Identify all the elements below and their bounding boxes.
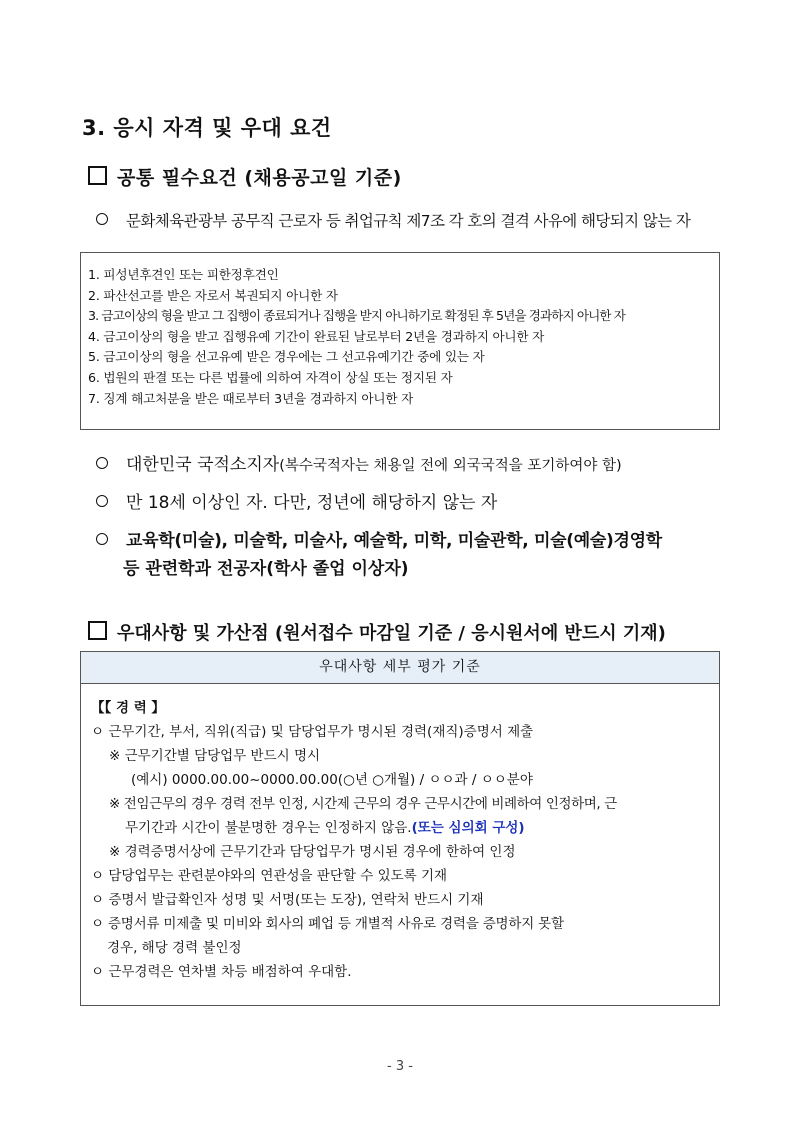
disqualification-item: 4. 금고이상의 형을 받고 집행유예 기간이 완료된 날로부터 2년을 경과하지 아니한 자 (88, 328, 545, 344)
nationality-main: 대한민국 국적소지자 (126, 455, 280, 475)
major-line-2: 등 관련학과 전공자(학사 졸업 이상자) (123, 559, 409, 579)
nationality-note: (복수국적자는 채용일 전에 외국국적을 포기하여야 함) (279, 458, 622, 474)
preference-heading (88, 619, 666, 645)
requirement-major (96, 526, 662, 551)
page-number: - 3 - (387, 1059, 413, 1074)
career-note-2-text: 무기간과 시간이 불분명한 경우는 인정하지 않음. (125, 820, 412, 836)
career-bullet-3: ㅇ 증명서 발급확인자 성명 및 서명(또는 도장), 연락처 반드시 기재 (91, 892, 484, 908)
career-bullet-1: ㅇ 근무기간, 부서, 직위(직급) 및 담당업무가 명시된 경력(재직)증명서 제출 (91, 724, 534, 740)
circle-bullet-icon (96, 533, 108, 545)
career-example: (예시) 0000.00.00~0000.00.00(○년 ○개월) / ㅇㅇ과 / ㅇㅇ분야 (131, 772, 533, 788)
disqualification-item: 7. 징계 해고처분을 받은 때로부터 3년을 경과하지 아니한 자 (88, 390, 414, 406)
requirement-nationality (96, 450, 622, 475)
career-note-2-highlight: (또는 심의회 구성) (411, 820, 525, 836)
career-bullet-4-line-2: 경우, 해당 경력 불인정 (107, 940, 242, 956)
common-requirements-heading (88, 163, 402, 190)
requirement-rules (96, 209, 690, 231)
disqualification-item: 5. 금고이상의 형을 선고유예 받은 경우에는 그 선고유예기간 중에 있는 자 (88, 349, 485, 365)
preference-table-body (81, 684, 719, 984)
preference-table-header: 우대사항 세부 평가 기준 (81, 652, 719, 684)
career-note-1: ※ 근무기간별 담당업무 반드시 명시 (109, 748, 321, 764)
checkbox-square-icon (88, 166, 107, 185)
circle-bullet-icon (96, 213, 108, 225)
preference-table (80, 651, 720, 1006)
career-label: 【【 경 력 】 (91, 700, 165, 716)
major-line-1: 교육학(미술), 미술학, 미술사, 예술학, 미학, 미술관학, 미술(예술)경영학 (126, 531, 662, 551)
career-bullet-2: ㅇ 담당업무는 관련분야와의 연관성을 판단할 수 있도록 기재 (91, 868, 448, 884)
disqualification-item: 3. 금고이상의 형을 받고 그 집행이 종료되거나 집행을 받지 아니하기로 확정된 후 5년을 경과하지 아니한 자 (88, 308, 626, 324)
checkbox-square-icon (88, 621, 107, 640)
disqualification-item: 6. 법원의 판결 또는 다른 법률에 의하여 자격이 상실 또는 정지된 자 (88, 369, 453, 385)
circle-bullet-icon (96, 457, 108, 469)
common-heading-text: 공통 필수요건 (채용공고일 기준) (117, 167, 402, 189)
career-note-2-line-2 (91, 816, 709, 840)
disqualification-box (80, 252, 720, 430)
disqualification-item: 1. 피성년후견인 또는 피한정후견인 (88, 267, 279, 282)
career-bullet-5: ㅇ 근무경력은 연차별 차등 배점하여 우대함. (91, 964, 352, 980)
disqualification-item: 2. 파산선고를 받은 자로서 복권되지 아니한 자 (88, 287, 338, 303)
career-note-3: ※ 경력증명서상에 근무기간과 담당업무가 명시된 경우에 한하여 인정 (109, 844, 516, 860)
preference-heading-text: 우대사항 및 가산점 (원서접수 마감일 기준 / 응시원서에 반드시 기재) (117, 623, 666, 644)
age-text: 만 18세 이상인 자. 다만, 정년에 해당하지 않는 자 (126, 493, 498, 513)
requirement-rules-text: 문화체육관광부 공무직 근로자 등 취업규칙 제7조 각 호의 결격 사유에 해당되지 않는 자 (126, 212, 691, 230)
career-bullet-4-line-1: ㅇ 증명서류 미제출 및 미비와 회사의 폐업 등 개별적 사유로 경력을 증명하지 못할 (91, 916, 564, 932)
circle-bullet-icon (96, 495, 108, 507)
requirement-age (96, 488, 497, 513)
section-title: 3. 응시 자격 및 우대 요건 (82, 116, 332, 140)
disqualification-list (88, 265, 719, 409)
career-note-2-line-1: ※ 전임근무의 경우 경력 전부 인정, 시간제 근무의 경우 근무시간에 비례하여 인정하며, 근 (109, 796, 617, 812)
